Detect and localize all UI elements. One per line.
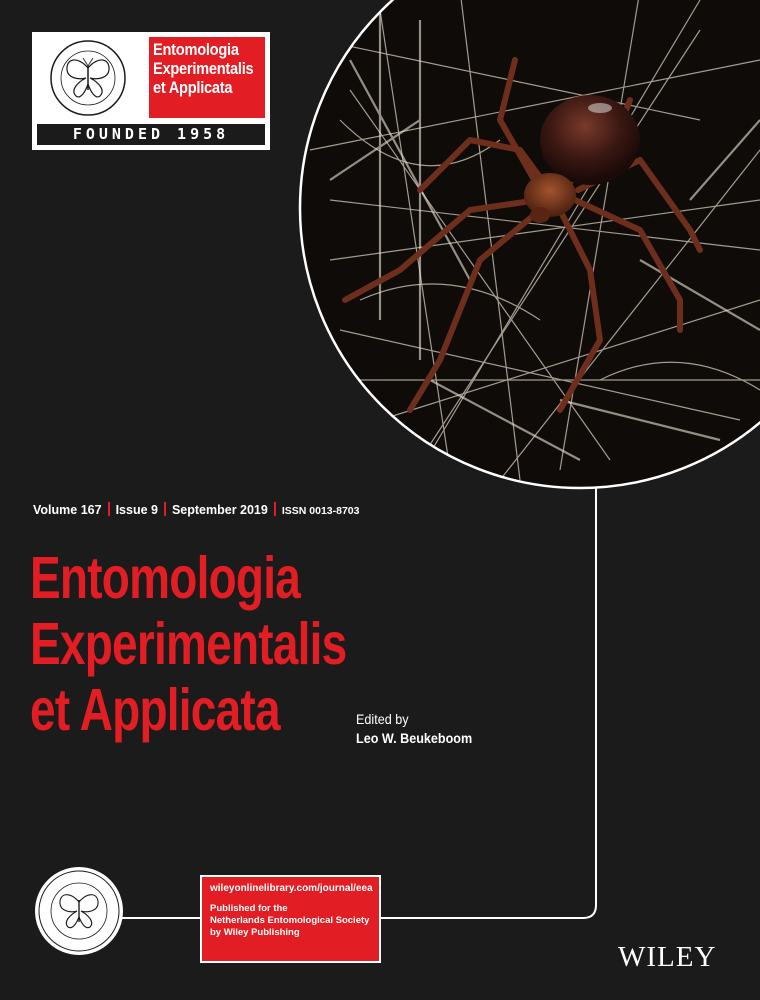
separator (164, 502, 166, 516)
founded-banner: FOUNDED 1958 (37, 124, 265, 145)
issue-date: September 2019 (171, 503, 268, 517)
published-for: Published for the Netherlands Entomological Society by Wiley Publishing (210, 903, 370, 938)
publisher-info-box (200, 875, 381, 963)
society-seal-icon (38, 38, 138, 118)
issue: Issue 9 (115, 503, 158, 517)
society-seal-small-icon (34, 866, 124, 956)
edited-by-label: Edited by (356, 711, 409, 727)
logo-title-block (149, 37, 265, 118)
separator (108, 502, 110, 516)
volume: Volume 167 (33, 503, 102, 517)
connector-line (381, 488, 596, 918)
journal-logo (32, 32, 270, 150)
publisher-logo: WILEY (618, 941, 717, 973)
editor-credit (356, 710, 485, 748)
editor-name: Leo W. Beukeboom (356, 730, 473, 746)
issue-info (33, 502, 359, 517)
issn: ISSN 0013-8703 (281, 505, 360, 517)
logo-title: Entomologia Experimentalis et Applicata (153, 40, 254, 97)
journal-url[interactable]: wileyonlinelibrary.com/journal/eea (210, 883, 373, 894)
spider-photo (290, 0, 760, 500)
journal-title: Entomologia Experimentalis et Applicata (30, 545, 347, 743)
separator (274, 502, 276, 516)
